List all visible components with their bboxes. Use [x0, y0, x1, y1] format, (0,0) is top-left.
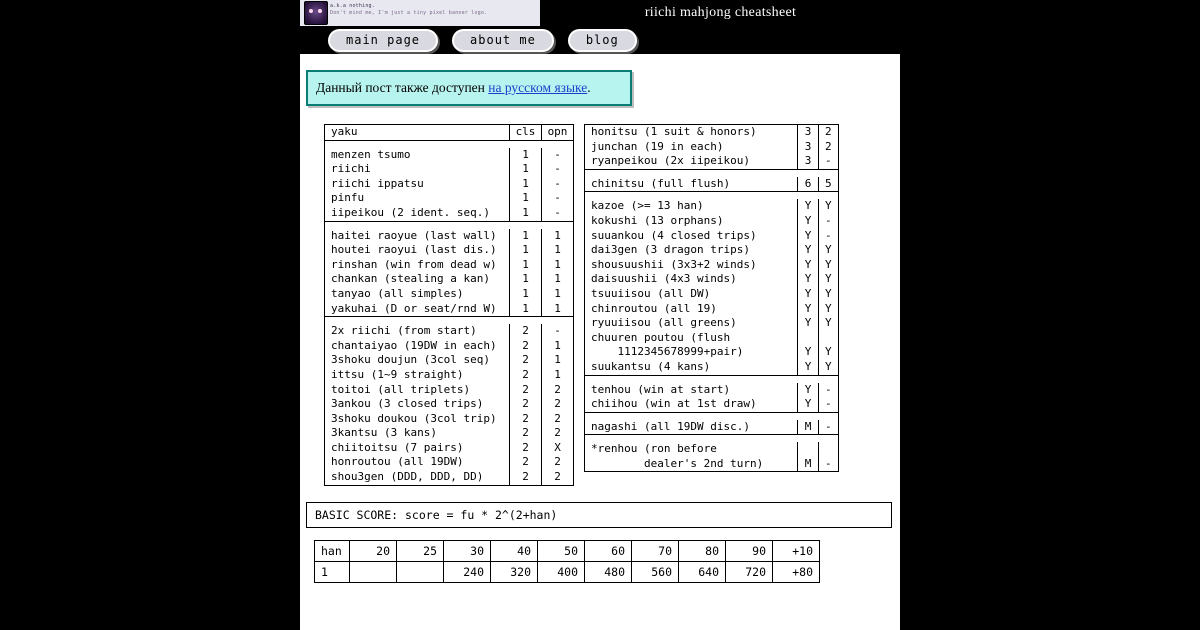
site-header [300, 0, 900, 26]
yaku-cls: 1 [510, 206, 542, 221]
yaku-cls: Y [798, 316, 818, 331]
col-header-plus10: +10 [773, 540, 820, 561]
col-header-60: 60 [585, 540, 632, 561]
yaku-opn: 1 [542, 272, 574, 287]
yaku-name: 2x riichi (from start) [325, 324, 510, 339]
yaku-opn [818, 331, 838, 346]
table-row [325, 243, 574, 258]
yaku-cls: 2 [510, 412, 542, 427]
yaku-cls: Y [798, 287, 818, 302]
yaku-opn: - [818, 154, 838, 169]
table-row [315, 561, 820, 582]
table-row [585, 420, 839, 435]
yaku-table-left [324, 124, 574, 486]
yaku-opn: Y [818, 199, 838, 214]
yaku-opn: Y [818, 272, 838, 287]
yaku-cls: 2 [510, 368, 542, 383]
yaku-name: 1112345678999+pair) [585, 345, 798, 360]
yaku-opn: 1 [542, 353, 574, 368]
yaku-opn: 2 [542, 470, 574, 485]
yaku-opn: - [818, 420, 838, 435]
yaku-opn: Y [818, 287, 838, 302]
main-nav [300, 26, 900, 54]
yaku-opn: X [542, 441, 574, 456]
fu-cell: 400 [538, 561, 585, 582]
notice-prefix: Данный пост также доступен [316, 80, 489, 95]
yaku-cls: 1 [510, 243, 542, 258]
yaku-cls: Y [798, 243, 818, 258]
yaku-cls: 2 [510, 383, 542, 398]
table-row [325, 368, 574, 383]
yaku-name: tenhou (win at start) [585, 383, 798, 398]
yaku-name: chiihou (win at 1st draw) [585, 397, 798, 412]
yaku-opn: 2 [542, 383, 574, 398]
logo-text-line1: a.k.a nothing. [330, 3, 375, 9]
yaku-opn: Y [818, 243, 838, 258]
yaku-opn: - [818, 397, 838, 412]
table-row [325, 177, 574, 192]
yaku-opn: 1 [542, 229, 574, 244]
table-row [325, 258, 574, 273]
yaku-cls: 2 [510, 455, 542, 470]
yaku-name: dealer's 2nd turn) [585, 457, 798, 472]
table-row [325, 324, 574, 339]
yaku-cls: 1 [510, 191, 542, 206]
table-header-row [315, 540, 820, 561]
yaku-opn: - [542, 206, 574, 221]
table-row [585, 214, 839, 229]
table-row [585, 302, 839, 317]
page-title: riichi mahjong cheatsheet [644, 5, 797, 20]
yaku-cls: Y [798, 214, 818, 229]
table-row [585, 140, 839, 155]
nav-item-main-page[interactable]: main page [328, 29, 438, 52]
yaku-name: tsuuiisou (all DW) [585, 287, 798, 302]
table-row [585, 331, 839, 346]
table-row [325, 272, 574, 287]
yaku-opn: - [542, 162, 574, 177]
col-header-yaku: yaku [325, 125, 510, 141]
table-row [325, 383, 574, 398]
yaku-cls: 1 [510, 148, 542, 163]
yaku-opn: Y [818, 345, 838, 360]
table-row [325, 426, 574, 441]
yaku-name: 3ankou (3 closed trips) [325, 397, 510, 412]
table-row [325, 148, 574, 163]
language-notice [306, 70, 632, 106]
table-row [585, 177, 839, 192]
yaku-name: ryanpeikou (2x iipeikou) [585, 154, 798, 169]
col-header-han: han [315, 540, 350, 561]
yaku-opn: 5 [818, 177, 838, 192]
yaku-opn: Y [818, 316, 838, 331]
yaku-opn: 1 [542, 339, 574, 354]
fu-cell: 480 [585, 561, 632, 582]
fu-cell: +80 [773, 561, 820, 582]
yaku-name: riichi ippatsu [325, 177, 510, 192]
table-row [325, 441, 574, 456]
yaku-cls: 3 [798, 140, 818, 155]
yaku-name: iipeikou (2 ident. seq.) [325, 206, 510, 221]
yaku-cls: Y [798, 345, 818, 360]
table-row [325, 287, 574, 302]
yaku-opn [818, 442, 838, 457]
yaku-opn: 2 [542, 412, 574, 427]
table-row [585, 397, 839, 412]
yaku-opn: 2 [542, 397, 574, 412]
yaku-name: rinshan (win from dead w) [325, 258, 510, 273]
yaku-opn: Y [818, 258, 838, 273]
table-row [585, 345, 839, 360]
yaku-opn: - [542, 148, 574, 163]
table-row [585, 442, 839, 457]
yaku-cls: 1 [510, 258, 542, 273]
yaku-cls: 1 [510, 272, 542, 287]
yaku-name: haitei raoyue (last wall) [325, 229, 510, 244]
yaku-table-right [584, 124, 839, 472]
yaku-name: kazoe (>= 13 han) [585, 199, 798, 214]
table-row [325, 229, 574, 244]
yaku-name: houtei raoyui (last dis.) [325, 243, 510, 258]
avatar-icon [304, 1, 328, 25]
yaku-cls: 1 [510, 302, 542, 317]
yaku-cls: Y [798, 397, 818, 412]
table-row [325, 302, 574, 317]
yaku-name: 3shoku doukou (3col trip) [325, 412, 510, 427]
yaku-opn: - [818, 457, 838, 472]
basic-score-formula: BASIC SCORE: score = fu * 2^(2+han) [306, 502, 892, 528]
fu-score-table-wrap [314, 540, 900, 583]
yaku-name: chankan (stealing a kan) [325, 272, 510, 287]
yaku-cls: Y [798, 199, 818, 214]
table-row [585, 457, 839, 472]
yaku-cls: Y [798, 302, 818, 317]
yaku-cls: 1 [510, 287, 542, 302]
yaku-opn: - [818, 214, 838, 229]
yaku-cls: 1 [510, 177, 542, 192]
yaku-cls: 2 [510, 470, 542, 485]
yaku-name: suukantsu (4 kans) [585, 360, 798, 375]
col-header-90: 90 [726, 540, 773, 561]
yaku-cls: Y [798, 258, 818, 273]
fu-row-han: 1 [315, 561, 350, 582]
yaku-name: ryuuiisou (all greens) [585, 316, 798, 331]
yaku-name: yakuhai (D or seat/rnd W) [325, 302, 510, 317]
yaku-opn: 1 [542, 243, 574, 258]
page-container [300, 0, 900, 630]
fu-cell: 640 [679, 561, 726, 582]
table-row [325, 353, 574, 368]
table-row [325, 470, 574, 485]
yaku-name: nagashi (all 19DW disc.) [585, 420, 798, 435]
yaku-name: chinroutou (all 19) [585, 302, 798, 317]
fu-score-table [314, 540, 820, 583]
yaku-name: suuankou (4 closed trips) [585, 229, 798, 244]
yaku-name: chuuren poutou (flush [585, 331, 798, 346]
notice-suffix: . [587, 80, 591, 95]
table-row [325, 412, 574, 427]
table-row [585, 360, 839, 375]
yaku-cls: Y [798, 383, 818, 398]
fu-cell: 240 [444, 561, 491, 582]
yaku-cls: 3 [798, 154, 818, 169]
logo-text [330, 3, 487, 17]
yaku-cls: 2 [510, 353, 542, 368]
yaku-name: chiitoitsu (7 pairs) [325, 441, 510, 456]
nav-item-blog[interactable]: blog [568, 29, 637, 52]
yaku-name: junchan (19 in each) [585, 140, 798, 155]
table-row [585, 258, 839, 273]
table-row [325, 206, 574, 221]
yaku-name: daisuushii (4x3 winds) [585, 272, 798, 287]
yaku-opn: 1 [542, 302, 574, 317]
yaku-cls: M [798, 420, 818, 435]
yaku-cls: Y [798, 360, 818, 375]
table-row [325, 162, 574, 177]
yaku-opn: 2 [818, 125, 838, 140]
yaku-opn: - [542, 177, 574, 192]
yaku-cls: 2 [510, 426, 542, 441]
nav-item-about-me[interactable]: about me [452, 29, 554, 52]
table-row [585, 125, 839, 140]
yaku-name: toitoi (all triplets) [325, 383, 510, 398]
yaku-name: honroutou (all 19DW) [325, 455, 510, 470]
yaku-tables [324, 124, 900, 486]
yaku-opn: - [542, 191, 574, 206]
yaku-name: *renhou (ron before [585, 442, 798, 457]
russian-version-link[interactable]: на русском языке [488, 80, 588, 95]
table-header-row [325, 125, 574, 141]
yaku-name: menzen tsumo [325, 148, 510, 163]
table-row [325, 397, 574, 412]
fu-cell: 560 [632, 561, 679, 582]
col-header-opn: opn [542, 125, 574, 141]
yaku-opn: Y [818, 302, 838, 317]
yaku-cls: 2 [510, 441, 542, 456]
yaku-name: honitsu (1 suit & honors) [585, 125, 798, 140]
col-header-50: 50 [538, 540, 585, 561]
yaku-cls [798, 442, 818, 457]
table-row [585, 243, 839, 258]
table-row [325, 191, 574, 206]
yaku-name: pinfu [325, 191, 510, 206]
yaku-name: chinitsu (full flush) [585, 177, 798, 192]
table-row [325, 339, 574, 354]
table-row [585, 316, 839, 331]
fu-cell [397, 561, 444, 582]
table-row [585, 272, 839, 287]
logo-banner[interactable] [300, 0, 541, 26]
yaku-cls: 2 [510, 324, 542, 339]
yaku-opn: - [542, 324, 574, 339]
yaku-name: shousuushii (3x3+2 winds) [585, 258, 798, 273]
yaku-name: chantaiyao (19DW in each) [325, 339, 510, 354]
yaku-cls: Y [798, 272, 818, 287]
yaku-cls: 2 [510, 397, 542, 412]
yaku-cls: 3 [798, 125, 818, 140]
yaku-opn: 2 [542, 426, 574, 441]
table-row [585, 229, 839, 244]
col-header-70: 70 [632, 540, 679, 561]
fu-cell: 320 [491, 561, 538, 582]
col-header-cls: cls [510, 125, 542, 141]
yaku-name: shou3gen (DDD, DDD, DD) [325, 470, 510, 485]
logo-text-line2: Don't mind me, I'm just a tiny pixel banner logo. [330, 10, 488, 16]
col-header-80: 80 [679, 540, 726, 561]
yaku-name: kokushi (13 orphans) [585, 214, 798, 229]
table-row [585, 154, 839, 169]
yaku-name: 3kantsu (3 kans) [325, 426, 510, 441]
yaku-cls: 6 [798, 177, 818, 192]
col-header-20: 20 [350, 540, 397, 561]
yaku-name: dai3gen (3 dragon trips) [585, 243, 798, 258]
yaku-cls: 2 [510, 339, 542, 354]
yaku-opn: 1 [542, 258, 574, 273]
yaku-opn: 2 [542, 455, 574, 470]
yaku-cls: 1 [510, 229, 542, 244]
yaku-name: riichi [325, 162, 510, 177]
yaku-cls [798, 331, 818, 346]
table-row [325, 455, 574, 470]
table-row [585, 383, 839, 398]
yaku-opn: 2 [818, 140, 838, 155]
col-header-30: 30 [444, 540, 491, 561]
col-header-40: 40 [491, 540, 538, 561]
yaku-opn: 1 [542, 368, 574, 383]
yaku-opn: - [818, 383, 838, 398]
fu-cell: 720 [726, 561, 773, 582]
yaku-name: tanyao (all simples) [325, 287, 510, 302]
col-header-25: 25 [397, 540, 444, 561]
main-content [300, 54, 900, 630]
table-row [585, 287, 839, 302]
yaku-cls: 1 [510, 162, 542, 177]
fu-cell [350, 561, 397, 582]
yaku-name: 3shoku doujun (3col seq) [325, 353, 510, 368]
yaku-opn: 1 [542, 287, 574, 302]
yaku-opn: Y [818, 360, 838, 375]
yaku-opn: - [818, 229, 838, 244]
yaku-cls: M [798, 457, 818, 472]
yaku-cls: Y [798, 229, 818, 244]
table-row [585, 199, 839, 214]
yaku-name: ittsu (1~9 straight) [325, 368, 510, 383]
